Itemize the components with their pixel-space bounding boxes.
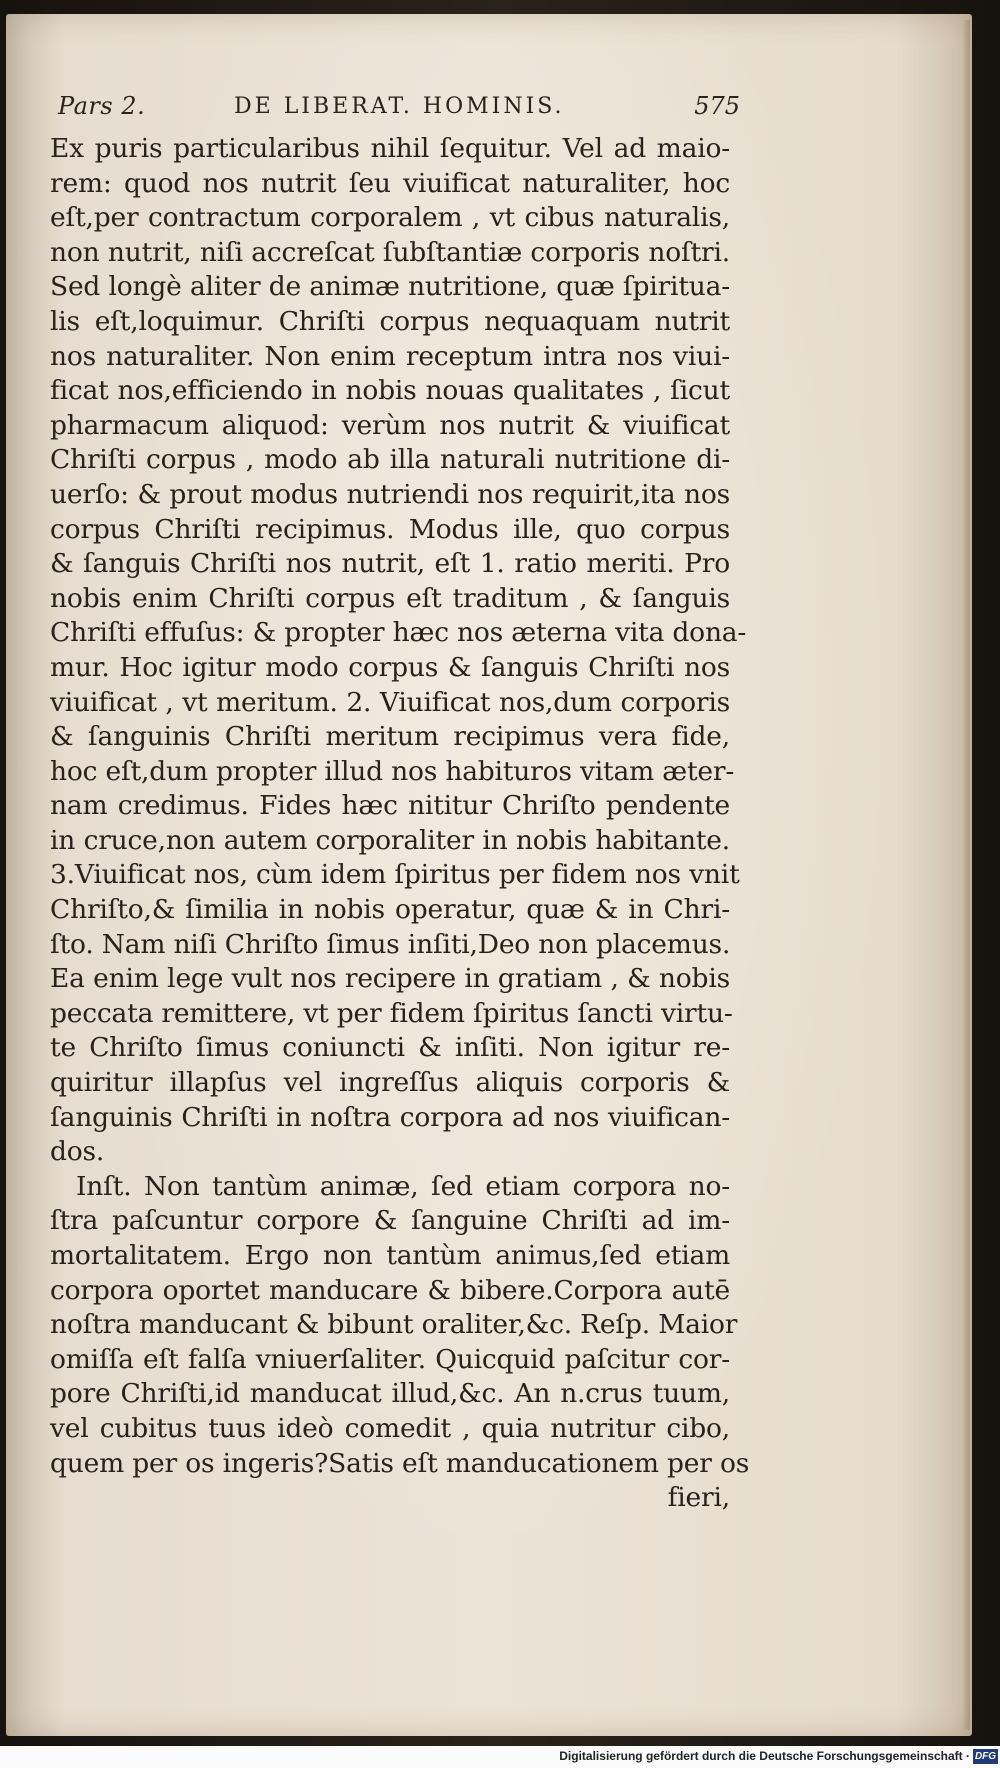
- text-line: nobis enim Chriſti corpus eſt traditum , & ſanguis: [50, 582, 730, 614]
- text-line: non nutrit, niſi accreſcat ſubſtantiæ corporis noſtri.: [50, 236, 730, 268]
- page-edge-shadow: [962, 20, 970, 1730]
- running-head-part: Pars 2.: [58, 92, 146, 120]
- text-line: te Chriſto ſimus coniuncti & inſiti. Non igitur re-: [50, 1032, 730, 1064]
- text-line: 3.Viuificat nos, cùm idem ſpiritus per fidem nos vnit: [50, 859, 740, 891]
- text-line: Inſt. Non tantùm animæ, ſed etiam corpora no-: [76, 1170, 730, 1202]
- text-line: noſtra manducant & bibunt oraliter,&c. Reſp. Maior: [50, 1309, 738, 1341]
- text-line: dos.: [50, 1136, 105, 1168]
- running-head: [58, 92, 738, 126]
- body-text: [50, 132, 750, 1516]
- text-line: mortalitatem. Ergo non tantùm animus,ſed etiam: [50, 1240, 730, 1271]
- text-line: rem: quod nos nutrit ſeu viuificat naturaliter, hoc: [50, 167, 730, 199]
- text-line: viuificat , vt meritum. 2. Viuificat nos,dum corporis: [50, 686, 730, 718]
- text-line: lis eſt,loquimur. Chriſti corpus nequaquam nutrit: [50, 305, 730, 337]
- text-line: & ſanguinis Chriſti meritum recipimus vera fide,: [50, 721, 730, 753]
- text-line: quem per os ingeris?Satis eſt manducationem per os: [50, 1447, 750, 1479]
- running-head-title: DE LIBERAT. HOMINIS.: [234, 94, 565, 119]
- text-line: corpora oportet manducare & bibere.Corpora autē: [50, 1274, 730, 1306]
- text-line: & ſanguis Chriſti nos nutrit, eſt 1. ratio meriti. Pro: [50, 548, 730, 580]
- text-line: ſtra paſcuntur corpore & ſanguine Chriſti ad im-: [50, 1205, 730, 1237]
- digitization-footer: [0, 1746, 1000, 1768]
- text-line: ficat nos,efficiendo in nobis nouas qualitates , ſicut: [50, 375, 730, 407]
- text-line: corpus Chriſti recipimus. Modus ille, quo corpus: [50, 513, 730, 545]
- text-line: Chriſti effuſus: & propter hæc nos æterna vita dona-: [50, 617, 747, 649]
- book-page: [6, 14, 972, 1736]
- text-line: Chriſto,& ſimilia in nobis operatur, quæ & in Chri-: [50, 894, 730, 926]
- dfg-logo-icon: DFG: [974, 1751, 997, 1762]
- text-line: in cruce,non autem corporaliter in nobis habitante.: [50, 824, 730, 856]
- text-line: quiritur illapſus vel ingreſſus aliquis corporis &: [50, 1067, 730, 1099]
- text-line: nos naturaliter. Non enim receptum intra nos viui-: [50, 340, 730, 372]
- text-line: eſt,per contractum corporalem , vt cibus naturalis,: [50, 202, 730, 234]
- text-line: omiſſa eſt falſa vniuerſaliter. Quicquid paſcitur cor-: [50, 1343, 730, 1375]
- text-line: nam credimus. Fides hæc nititur Chriſto pendente: [50, 790, 730, 822]
- text-line: ſto. Nam niſi Chriſto ſimus inſiti,Deo non placemus.: [50, 928, 731, 960]
- page-number: 575: [694, 92, 740, 120]
- text-line: ſanguinis Chriſti in noſtra corpora ad nos viuifican-: [50, 1101, 730, 1133]
- text-line: peccata remittere, vt per fidem ſpiritus ſancti virtu-: [50, 997, 733, 1029]
- text-line: mur. Hoc igitur modo corpus & ſanguis Chriſti nos: [50, 651, 730, 683]
- text-line: pore Chriſti,id manducat illud,&c. An n.crus tuum,: [50, 1378, 730, 1410]
- text-line: Sed longè aliter de animæ nutritione, quæ ſpiritua-: [50, 271, 730, 303]
- text-line: Chriſti corpus , modo ab illa naturali nutritione di-: [50, 444, 730, 476]
- text-line: pharmacum aliquod: verùm nos nutrit & viuificat: [50, 409, 730, 441]
- text-line: Ea enim lege vult nos recipere in gratiam , & nobis: [50, 963, 730, 995]
- catchword: fieri,: [667, 1482, 730, 1514]
- funding-credit: Digitalisierung gefördert durch die Deutsche Forschungsgemeinschaft ·: [559, 1749, 970, 1763]
- text-line: uerſo: & prout modus nutriendi nos requirit,ita nos: [50, 478, 730, 510]
- text-line: hoc eſt,dum propter illud nos habituros vitam æter-: [50, 755, 735, 787]
- text-line: Ex puris particularibus nihil ſequitur. Vel ad maio-: [50, 133, 730, 164]
- text-line: vel cubitus tuus ideò comedit , quia nutritur cibo,: [50, 1412, 730, 1444]
